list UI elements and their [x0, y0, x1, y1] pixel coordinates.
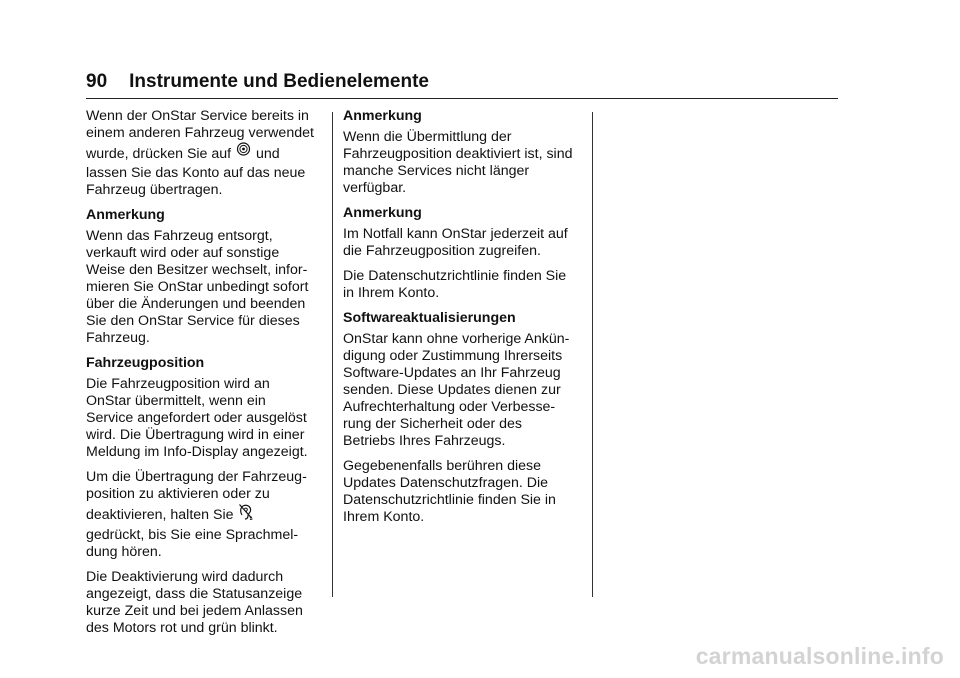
- paragraph: [86, 469, 332, 561]
- text-line: OnStar kann ohne vorherige Ankün-: [343, 331, 570, 347]
- text-line: Software-Updates an Ihr Fahrzeug: [343, 365, 561, 381]
- text-line: manche Services nicht länger: [343, 163, 530, 179]
- text-line: Wenn der OnStar Service bereits in: [86, 108, 309, 124]
- text-line: digung oder Zustimmung Ihrerseits: [343, 348, 563, 364]
- text-line: verfügbar.: [343, 180, 407, 196]
- text-line: OnStar übermittelt, wenn ein: [86, 393, 266, 409]
- text-line: Fahrzeug.: [86, 330, 150, 346]
- section-heading-fahrzeugposition: Fahrzeugposition: [86, 355, 205, 371]
- note-heading: Anmerkung: [86, 207, 165, 223]
- text-line: lassen Sie das Konto auf das neue: [86, 165, 306, 181]
- text-line: einem anderen Fahrzeug verwendet: [86, 125, 314, 141]
- middle-column: [343, 108, 588, 534]
- watermark: carmanualsonline.info: [695, 643, 944, 669]
- page-number: 90: [86, 71, 108, 92]
- note-body: [343, 129, 588, 197]
- left-column: [86, 108, 332, 645]
- note-heading: Anmerkung: [343, 108, 422, 124]
- text-line: Weise den Besitzer wechselt, infor-: [86, 262, 308, 278]
- paragraph-privacy: [343, 268, 588, 302]
- text-line: gedrückt, bis Sie eine Sprachmel-: [86, 527, 299, 543]
- text-line: in Ihrem Konto.: [343, 285, 440, 301]
- text-line: Die Fahrzeugposition wird an: [86, 376, 270, 392]
- voice-command-icon: [238, 503, 253, 523]
- text-line: Sie den OnStar Service für dieses: [86, 313, 300, 329]
- text-line: Gegebenenfalls berühren diese: [343, 458, 541, 474]
- text-line: Wenn das Fahrzeug entsorgt,: [86, 228, 273, 244]
- note-body: [343, 226, 588, 260]
- section-heading-software-updates: Softwareaktualisierungen: [343, 310, 516, 326]
- note-body: [86, 228, 332, 347]
- onstar-button-icon: [236, 142, 251, 162]
- text-line: mieren Sie OnStar unbedingt sofort: [86, 279, 309, 295]
- paragraph: [343, 331, 588, 450]
- text-line: Im Notfall kann OnStar jederzeit auf: [343, 226, 568, 242]
- text-line: rung der Sicherheit oder des: [343, 416, 523, 432]
- paragraph: [86, 569, 332, 637]
- text-line-with-icon: [86, 142, 332, 165]
- paragraph: [343, 458, 588, 526]
- text-line: Datenschutzrichtlinie finden Sie in: [343, 492, 556, 508]
- page-header: [86, 70, 838, 94]
- text-line: über die Änderungen und beenden: [86, 296, 306, 312]
- text-line: Service angefordert oder ausgelöst: [86, 410, 307, 426]
- text-line: position zu aktivieren oder zu: [86, 486, 270, 502]
- text-line: dung hören.: [86, 544, 162, 560]
- text-line: verkauft wird oder auf sonstige: [86, 245, 280, 261]
- text-line: Aufrechterhaltung oder Verbesse-: [343, 399, 556, 415]
- note-heading: Anmerkung: [343, 205, 422, 221]
- text-line: Betriebs Ihres Fahrzeugs.: [343, 433, 506, 449]
- text-line: wurde, drücken Sie auf: [86, 146, 232, 162]
- text-line: des Motors rot und grün blinkt.: [86, 620, 278, 636]
- text-line: und: [256, 146, 280, 162]
- text-line: Updates Datenschutzfragen. Die: [343, 475, 549, 491]
- text-line: Die Datenschutzrichtlinie finden Sie: [343, 268, 567, 284]
- text-line-with-icon: [86, 503, 332, 527]
- page-title: Instrumente und Bedienelemente: [129, 71, 429, 92]
- text-line: Wenn die Übermittlung der: [343, 129, 512, 145]
- text-line: senden. Diese Updates dienen zur: [343, 382, 561, 398]
- text-line: kurze Zeit und bei jedem Anlassen: [86, 603, 303, 619]
- text-line: angezeigt, dass die Statusanzeige: [86, 586, 303, 602]
- paragraph: [86, 376, 332, 461]
- text-line: Fahrzeug übertragen.: [86, 182, 223, 198]
- text-line: Meldung im Info-Display angezeigt.: [86, 444, 308, 460]
- text-line: Die Deaktivierung wird dadurch: [86, 569, 284, 585]
- text-line: wird. Die Übertragung wird in einer: [86, 427, 305, 443]
- text-line: Um die Übertragung der Fahrzeug-: [86, 469, 307, 485]
- paragraph-onstar-transfer: [86, 108, 332, 199]
- text-line: die Fahrzeugposition zugreifen.: [343, 243, 541, 259]
- text-line: Ihrem Konto.: [343, 509, 425, 525]
- column-divider-left: [332, 112, 333, 597]
- column-divider-right: [592, 112, 593, 597]
- header-rule: [86, 98, 838, 99]
- text-line: deaktivieren, halten Sie: [86, 507, 234, 523]
- text-line: Fahrzeugposition deaktiviert ist, sind: [343, 146, 573, 162]
